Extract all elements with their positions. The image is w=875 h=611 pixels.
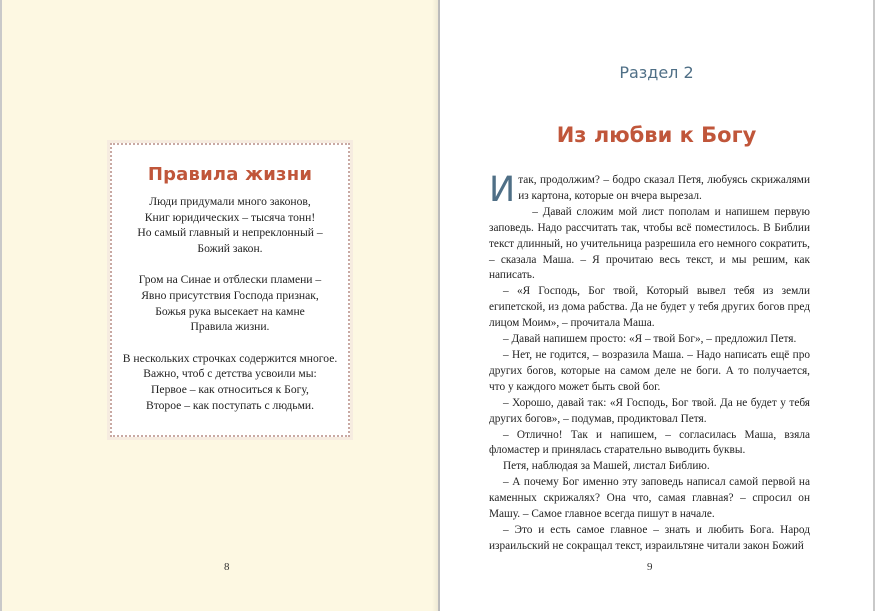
poem-stanza bbox=[112, 194, 348, 256]
paragraph: Петя, наблюдая за Машей, листал Библию. bbox=[503, 460, 710, 473]
left-page bbox=[2, 0, 438, 611]
poem-line: Гром на Синае и отблески пламени – bbox=[138, 273, 322, 287]
poem-line: Божья рука высекает на камне bbox=[155, 304, 305, 318]
poem-line: Второе – как поступать с людьми. bbox=[145, 398, 315, 412]
paragraph: – Хорошо, давай так: «Я Господь, Бог твой. Да не будет у тебя других богов», – подумав, продиктовал Петя. bbox=[489, 396, 810, 425]
chapter-body bbox=[489, 170, 810, 555]
spine-shadow bbox=[432, 0, 440, 611]
poem-line: В нескольких строчках содержится многое. bbox=[122, 351, 338, 365]
right-page bbox=[440, 0, 873, 611]
paragraph bbox=[489, 170, 810, 210]
poem-line: Явно присутствия Господа признак, bbox=[141, 288, 319, 302]
chapter-title: Из любви к Богу bbox=[556, 123, 757, 147]
poem-title: Правила жизни bbox=[147, 164, 313, 185]
poem-line: Книг юридических – тысяча тонн! bbox=[144, 210, 316, 224]
page-number-left: 8 bbox=[224, 561, 230, 573]
paragraph: – Нет, не годится, – возразила Маша. – Надо написать ещё про других богов, которые на самом деле не боги. А то получается, что у каждого может быть свой бог. bbox=[489, 348, 810, 393]
poem-line: Важно, чтоб с детства усвоили мы: bbox=[143, 367, 317, 381]
poem-line: Правила жизни. bbox=[190, 320, 270, 334]
poem-stanza bbox=[112, 351, 348, 413]
paragraph: – А почему Бог именно эту заповедь написал самой первой на каменных скрижалях? Она что, самая главная? – спросил он Машу. – Самое главное всегда пишут в начале. bbox=[489, 476, 810, 521]
section-label: Раздел 2 bbox=[619, 63, 694, 82]
paragraph: – «Я Господь, Бог твой, Который вывел тебя из земли египетской, из дома рабства. Да не будет у тебя других богов пред лицом Моим», – прочитала Маша. bbox=[489, 285, 810, 330]
poem-box bbox=[110, 143, 350, 437]
poem-line: Но самый главный и непреклонный – bbox=[137, 226, 323, 240]
paragraph-text: так, продолжим? – бодро сказал Петя, любуясь скрижалями из картона, которые он вчера вырезал. bbox=[518, 174, 810, 202]
poem-line: Божий закон. bbox=[197, 241, 263, 255]
paragraph: – Отлично! Так и напишем, – согласилась Маша, взяла фломастер и принялась старательно выводить буквы. bbox=[489, 428, 810, 457]
paragraph: – Это и есть самое главное – знать и любить Бога. Народ израильский не сокращал текст, израильтяне читали закон Божий bbox=[489, 523, 810, 552]
drop-cap: И bbox=[489, 170, 516, 210]
poem-line: Люди придумали много законов, bbox=[149, 195, 311, 208]
poem-line: Первое – как относиться к Богу, bbox=[151, 382, 309, 396]
paragraph: – Давай напишем просто: «Я – твой Бог», – предложил Петя. bbox=[503, 333, 797, 346]
poem-stanza bbox=[112, 272, 348, 334]
paragraph: – Давай сложим мой лист пополам и напишем первую заповедь. Надо рассчитать так, чтобы всё поместилось. В Библии текст длинный, но учительница разрешила его немного сократить, – сказала Маша. – Я прочитаю весь текст, и мы решим, как написать. bbox=[489, 205, 810, 282]
page-number-right: 9 bbox=[647, 561, 653, 573]
